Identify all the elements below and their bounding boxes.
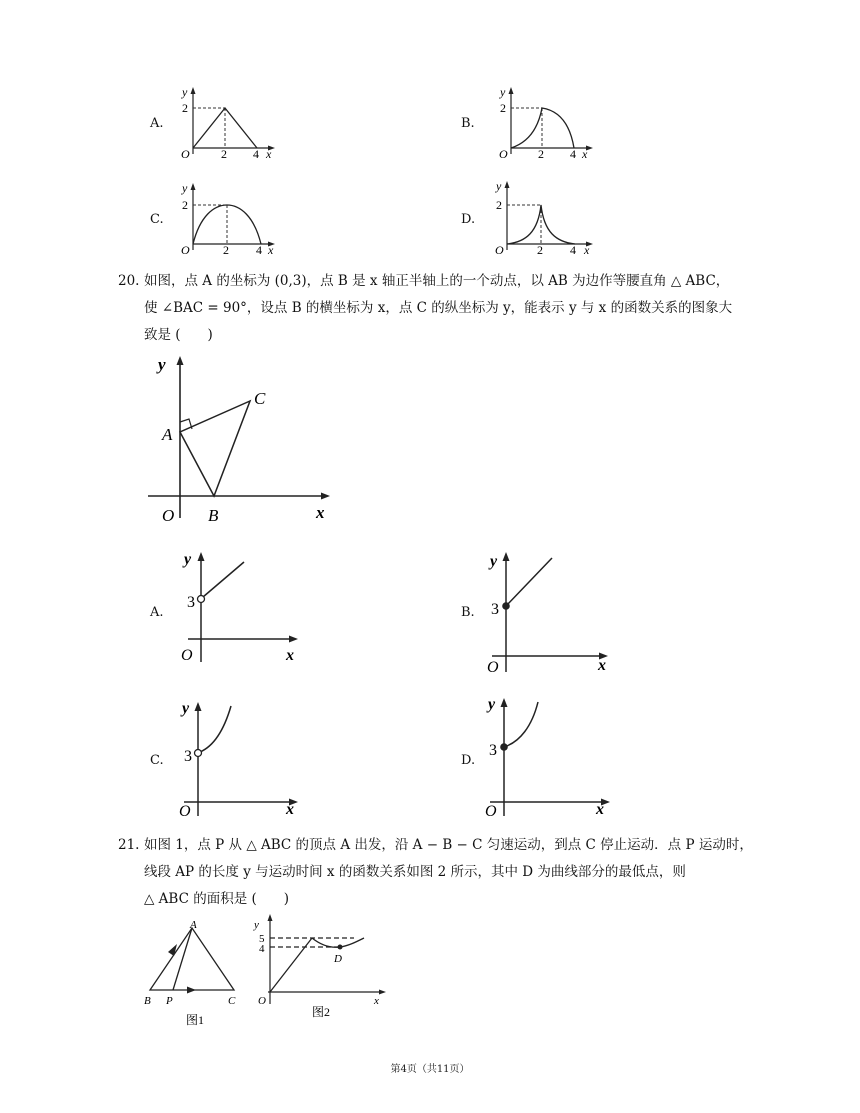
q19-a-origin: O — [181, 147, 190, 160]
q20-main-figure — [140, 348, 340, 528]
q21-fig2-y-label: y — [254, 919, 259, 931]
q20-d-origin: O — [485, 803, 497, 818]
q21-fig2-caption: 图2 — [312, 1005, 331, 1019]
q19-c-tick-2x: 2 — [223, 243, 229, 256]
q20-origin: O — [162, 506, 175, 525]
q19-b-x-label: x — [582, 147, 588, 160]
q20-b-tick-3: 3 — [491, 601, 499, 618]
q19-c-tick-4: 4 — [256, 243, 262, 256]
q21-fig1-caption: 图1 — [186, 1013, 205, 1027]
q20-option-b-label: B. — [461, 605, 475, 620]
q19-option-b-label: B. — [461, 116, 475, 131]
q20-b-origin: O — [487, 659, 499, 674]
q19-graph-a — [176, 84, 280, 160]
q19-graph-c — [176, 180, 280, 256]
q19-d-origin: O — [495, 243, 504, 256]
q19-c-y-label: y — [182, 181, 188, 195]
q20-line-3: 致是 ( ) — [144, 327, 213, 343]
q21-fig2-point-d: D — [334, 953, 342, 965]
q20-graph-d — [482, 690, 616, 818]
q20-a-origin: O — [181, 647, 193, 664]
q19-graph-d — [490, 178, 598, 256]
q19-b-origin: O — [499, 147, 508, 160]
q21-line-2: 线段 AP 的长度 y 与运动时间 x 的函数关系如图 2 所示，其中 D 为曲线部分的最低点，则 — [144, 864, 686, 880]
q20-option-c-label: C. — [150, 753, 164, 768]
q20-number: 20. — [118, 273, 140, 289]
q19-graph-b — [494, 84, 598, 160]
q20-a-y-label: y — [184, 551, 192, 568]
q19-d-tick-2x: 2 — [537, 243, 543, 256]
q20-text — [144, 268, 784, 349]
q21-text — [144, 832, 784, 913]
q21-fig2-x-label: x — [374, 995, 379, 1007]
q21-line-1: 如图 1，点 P 从 △ ABC 的顶点 A 出发，沿 A − B − C 匀速运动，到点 C 停止运动．点 P 运动时， — [144, 837, 753, 853]
q20-y-label: y — [158, 355, 166, 374]
q21-number: 21. — [118, 837, 140, 853]
q19-d-tick-2y: 2 — [496, 198, 502, 212]
q20-line-1: 如图，点 A 的坐标为 (0,3)，点 B 是 x 轴正半轴上的一个动点，以 AB 为边作等腰直角 △ ABC， — [144, 273, 730, 289]
q19-b-tick-2x: 2 — [538, 147, 544, 160]
q20-graph-a — [176, 544, 306, 668]
q19-d-y-label: y — [496, 179, 502, 193]
q21-fig2-tick-4: 4 — [259, 943, 265, 955]
page-footer: 第4页（共11页） — [390, 1064, 470, 1075]
q21-fig1-point-c: C — [228, 995, 236, 1007]
q19-c-x-label: x — [268, 243, 274, 256]
q20-a-x-label: x — [286, 647, 294, 664]
q20-d-y-label: y — [488, 696, 496, 713]
q20-d-x-label: x — [596, 801, 604, 818]
q21-fig1-point-b: B — [144, 995, 151, 1007]
q21-fig2-origin: O — [258, 995, 266, 1007]
q21-line-3: △ ABC 的面积是 ( ) — [144, 891, 290, 907]
q20-c-tick-3: 3 — [184, 748, 192, 765]
q20-line-2: 使 ∠BAC = 90°，设点 B 的横坐标为 x，点 C 的纵坐标为 y，能表示 y 与 x 的函数关系的图象大 — [144, 300, 733, 316]
q19-a-tick-4: 4 — [253, 147, 259, 160]
q19-c-tick-2y: 2 — [182, 198, 188, 212]
q20-point-a: A — [162, 425, 173, 444]
q19-d-x-label: x — [584, 243, 590, 256]
q19-a-tick-2x: 2 — [221, 147, 227, 160]
q20-x-label: x — [316, 503, 325, 522]
q19-b-tick-2y: 2 — [500, 101, 506, 115]
q19-option-a-label: A. — [150, 116, 164, 131]
q21-fig1-point-p: P — [166, 995, 173, 1007]
q21-fig2-tick-5: 5 — [259, 933, 265, 945]
q21-figure-1 — [140, 916, 244, 1028]
q19-b-y-label: y — [500, 85, 506, 99]
q20-c-x-label: x — [286, 801, 294, 818]
q20-point-b: B — [208, 506, 219, 525]
q20-b-x-label: x — [598, 657, 606, 674]
q19-option-d-label: D. — [461, 212, 476, 227]
q21-figure-2 — [250, 912, 390, 1024]
q20-c-origin: O — [179, 803, 191, 818]
q20-option-d-label: D. — [461, 753, 476, 768]
q19-a-y-label: y — [182, 85, 188, 99]
q19-b-tick-4: 4 — [570, 147, 576, 160]
q20-d-tick-3: 3 — [489, 742, 497, 759]
q19-d-tick-4: 4 — [570, 243, 576, 256]
q20-b-y-label: y — [490, 553, 498, 570]
q19-a-x-label: x — [266, 147, 272, 160]
q21-fig1-point-a: A — [190, 919, 197, 931]
q20-c-y-label: y — [182, 700, 190, 717]
q20-graph-c — [176, 694, 306, 818]
q19-c-origin: O — [181, 243, 190, 256]
q19-a-tick-2y: 2 — [182, 101, 188, 115]
q20-point-c: C — [254, 389, 266, 408]
q20-graph-b — [484, 544, 614, 674]
q20-option-a-label: A. — [150, 605, 164, 620]
q19-option-c-label: C. — [150, 212, 164, 227]
q20-a-tick-3: 3 — [187, 594, 195, 611]
